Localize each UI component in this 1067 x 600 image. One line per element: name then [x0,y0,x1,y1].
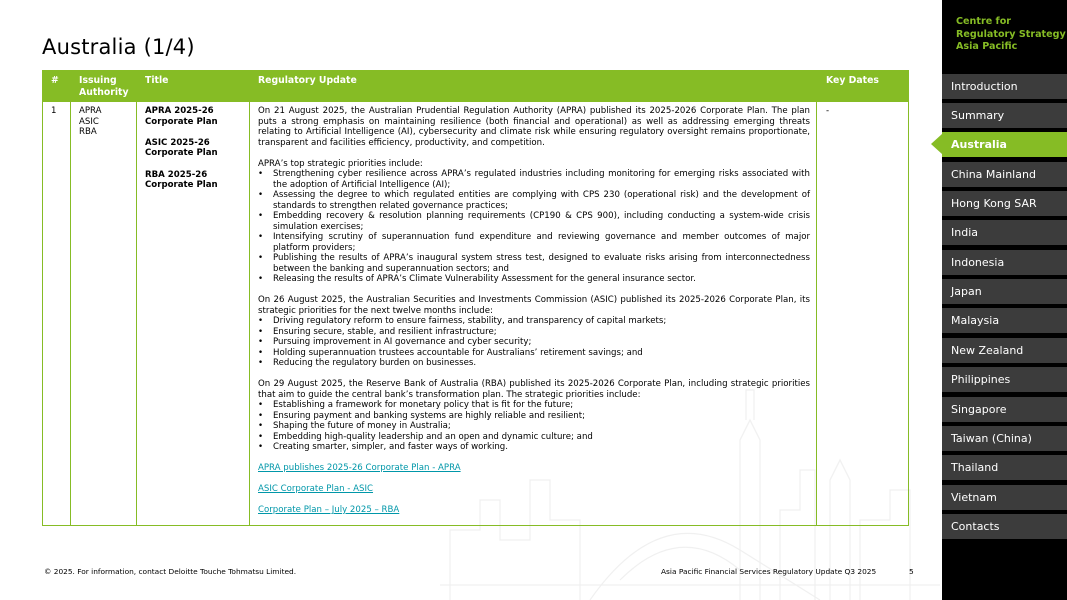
sidebar-item-china-mainland[interactable]: China Mainland [942,162,1067,187]
page-title: Australia (1/4) [42,35,195,59]
list-item: • Ensuring secure, stable, and resilient infrastructure; [258,327,810,338]
rba-corporate-plan-link[interactable]: Corporate Plan – July 2025 – RBA [258,505,400,515]
title-rba: RBA 2025-26 Corporate Plan [145,169,218,191]
list-item: • Driving regulatory reform to ensure fairness, stability, and transparency of capital markets; [258,316,810,327]
column-divider [70,71,71,525]
apra-intro: On 21 August 2025, the Australian Prudential Regulation Authority (APRA) published its 2025-2026 Corporate Plan. The plan puts a strong emphasis on maintaining resilience (both financial and operational) as well as addressing emerging threats relating to Artificial Intelligence (AI), cybersecurity and climate risk while ensuring regulatory oversight remains proportionate, transparent and facilities efficiency, productivity, and competition. [258,106,810,148]
sidebar-item-summary[interactable]: Summary [942,103,1067,128]
sidebar-item-indonesia[interactable]: Indonesia [942,250,1067,275]
sidebar-item-thailand[interactable]: Thailand [942,455,1067,480]
sidebar-brand [956,16,1066,54]
apra-corporate-plan-link[interactable]: APRA publishes 2025-26 Corporate Plan - APRA [258,463,461,473]
column-header-title: Title [145,75,169,86]
list-item: • Publishing the results of APRA’s inaugural system stress test, designed to evaluate risks arising from interconnectedness between the banking and superannuation sectors; and [258,253,810,274]
list-item: • Reducing the regulatory burden on businesses. [258,358,810,369]
sidebar-item-introduction[interactable]: Introduction [942,74,1067,99]
list-item: • Releasing the results of APRA’s Climate Vulnerability Assessment for the general insurance sector. [258,274,810,285]
list-item: • Assessing the degree to which regulated entities are complying with CPS 230 (operational risk) and the development of standards to strengthen related governance practices; [258,190,810,211]
footer-copyright: © 2025. For information, contact Deloitte Touche Tohmatsu Limited. [44,567,297,576]
title-apra: APRA 2025-26 Corporate Plan [145,106,218,127]
issuing-authority-cell [79,106,102,138]
column-divider [249,71,250,525]
brand-line: Asia Pacific [956,41,1018,52]
row-number: 1 [51,106,57,116]
sidebar-item-contacts[interactable]: Contacts [942,514,1067,539]
list-item: • Creating smarter, simpler, and faster ways of working. [258,442,810,453]
sidebar-item-malaysia[interactable]: Malaysia [942,308,1067,333]
asic-corporate-plan-link[interactable]: ASIC Corporate Plan - ASIC [258,484,374,494]
apra-priorities-list [258,169,810,285]
sidebar-navigation [942,0,1067,600]
column-divider [136,71,137,525]
list-item: • Pursuing improvement in AI governance and cyber security; [258,337,810,348]
sidebar-item-japan[interactable]: Japan [942,279,1067,304]
key-dates-cell: - [826,106,830,116]
sidebar-item-taiwan-china[interactable]: Taiwan (China) [942,426,1067,451]
sidebar-item-singapore[interactable]: Singapore [942,397,1067,422]
active-item-pointer-icon [931,134,942,154]
column-header-key-dates: Key Dates [826,75,879,86]
page-number: 5 [909,567,914,576]
authority-rba: RBA [79,127,97,138]
list-item: • Intensifying scrutiny of superannuation fund expenditure and reviewing governance and member outcomes of major platform providers; [258,232,810,253]
sidebar-item-new-zealand[interactable]: New Zealand [942,338,1067,363]
column-header-regulatory-update: Regulatory Update [258,75,357,86]
asic-intro: On 26 August 2025, the Australian Securities and Investments Commission (ASIC) published its 2025-2026 Corporate Plan, its strategic priorities for the next twelve months include: [258,295,810,316]
column-header-issuing-authority: Issuing Authority [79,75,129,98]
list-item: • Embedding recovery & resolution planning requirements (CP190 & CPS 900), including conducting a system-wide crisis simulation exercises; [258,211,810,232]
list-item: • Strengthening cyber resilience across APRA’s regulated industries including monitoring for emerging risks associated with the adoption of Artificial Intelligence (AI); [258,169,810,190]
footer-publication-title: Asia Pacific Financial Services Regulatory Update Q3 2025 [661,567,877,576]
list-item: • Ensuring payment and banking systems are highly reliable and resilient; [258,411,810,422]
asic-priorities-list [258,316,810,369]
brand-line: Regulatory Strategy [956,28,1066,40]
sidebar-item-hong-kong-sar[interactable]: Hong Kong SAR [942,191,1067,216]
authority-apra: APRA [79,106,102,116]
list-item: • Embedding high-quality leadership and an open and dynamic culture; and [258,432,810,443]
apra-priorities-heading: APRA’s top strategic priorities include: [258,158,423,169]
column-header-number: # [51,75,59,86]
sidebar-item-india[interactable]: India [942,220,1067,245]
sidebar-item-vietnam[interactable]: Vietnam [942,485,1067,510]
title-cell [145,106,245,191]
authority-asic: ASIC [79,116,99,127]
rba-intro: On 29 August 2025, the Reserve Bank of Australia (RBA) published its 2025-2026 Corporate Plan, including strategic priorities that aim to guide the central bank’s transformation plan. The strategic priorities include: [258,379,810,400]
sidebar-item-philippines[interactable]: Philippines [942,367,1067,392]
sidebar-item-australia[interactable]: Australia [942,132,1067,157]
brand-line: Centre for [956,16,1012,27]
list-item: • Holding superannuation trustees accountable for Australians’ retirement savings; and [258,348,810,359]
list-item: • Establishing a framework for monetary policy that is fit for the future; [258,400,810,411]
table-header [43,71,908,102]
list-item: • Shaping the future of money in Australia; [258,421,810,432]
title-asic: ASIC 2025-26 Corporate Plan [145,137,218,159]
